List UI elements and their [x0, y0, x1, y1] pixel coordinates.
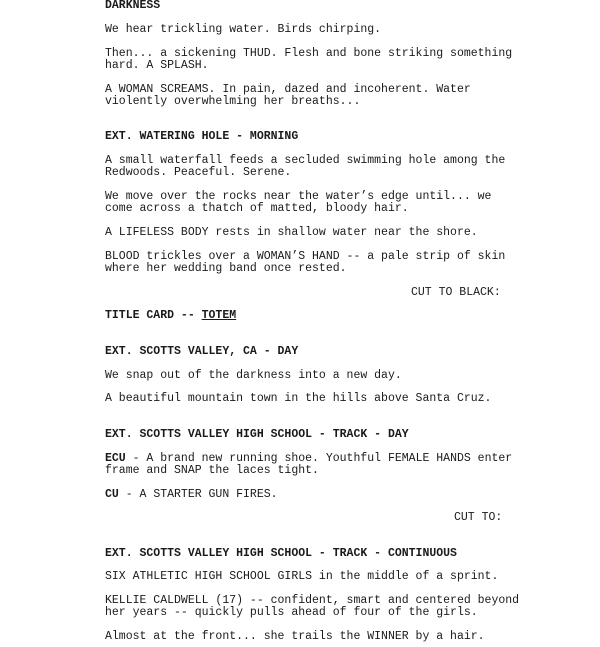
action-line: BLOOD trickles over a WOMAN’S HAND -- a pale strip of skin: [105, 250, 506, 263]
transition-cut-to-black: CUT TO BLACK:: [411, 286, 501, 299]
action-line: Redwoods. Peaceful. Serene.: [105, 166, 292, 179]
action-line: A small waterfall feeds a secluded swimming hole among the: [105, 154, 506, 167]
title-card-prefix: TITLE CARD --: [105, 309, 202, 322]
title-card-title: TOTEM: [201, 309, 237, 322]
scene-heading: EXT. SCOTTS VALLEY, CA - DAY: [105, 345, 299, 358]
scene-heading: EXT. SCOTTS VALLEY HIGH SCHOOL - TRACK - DAY: [105, 428, 409, 441]
action-line: frame and SNAP the laces tight.: [105, 464, 319, 477]
action-line: Almost at the front... she trails the WINNER by a hair.: [105, 630, 485, 643]
action-line: Then... a sickening THUD. Flesh and bone striking something: [105, 47, 513, 60]
title-card: [105, 310, 236, 322]
action-line: A beautiful mountain town in the hills above Santa Cruz.: [105, 392, 492, 405]
scene-heading: EXT. SCOTTS VALLEY HIGH SCHOOL - TRACK - CONTINUOUS: [105, 547, 457, 560]
shot-ecu: ECU: [105, 452, 126, 465]
transition-cut-to: CUT TO:: [454, 511, 503, 524]
action-line: A WOMAN SCREAMS. In pain, dazed and incoherent. Water: [105, 83, 471, 96]
action-line: We snap out of the darkness into a new day.: [105, 369, 402, 382]
action-line: violently overwhelming her breaths...: [105, 95, 361, 108]
action-line: hard. A SPLASH.: [105, 59, 209, 72]
action-line: her years -- quickly pulls ahead of four of the girls.: [105, 606, 478, 619]
action-text: - A STARTER GUN FIRES.: [118, 488, 278, 501]
action-line: where her wedding band once rested.: [105, 262, 347, 275]
action-text: - A brand new running shoe. Youthful FEMALE HANDS enter: [125, 452, 513, 465]
action-line: We move over the rocks near the water’s edge until... we: [105, 190, 492, 203]
scene-heading-darkness: DARKNESS: [105, 0, 161, 12]
action-line: We hear trickling water. Birds chirping.: [105, 23, 382, 36]
action-line: SIX ATHLETIC HIGH SCHOOL GIRLS in the middle of a sprint.: [105, 570, 499, 583]
scene-heading: EXT. WATERING HOLE - MORNING: [105, 130, 299, 143]
action-line: come across a thatch of matted, bloody hair.: [105, 202, 409, 215]
shot-cu: CU: [105, 488, 119, 501]
action-line: A LIFELESS BODY rests in shallow water near the shore.: [105, 226, 478, 239]
action-line: [105, 489, 278, 501]
action-line: KELLIE CALDWELL (17) -- confident, smart and centered beyond: [105, 594, 520, 607]
